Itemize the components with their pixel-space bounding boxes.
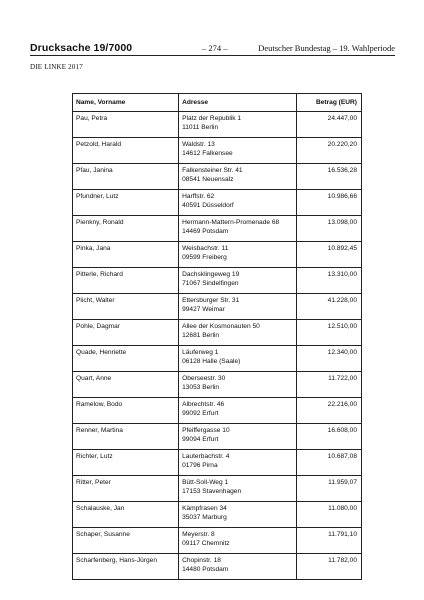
address-street: Pfeiffergasse 10 (182, 427, 230, 434)
donor-name-text: Pienkny, Ronald (76, 219, 124, 226)
address-street: Bütt-Soll-Weg 1 (182, 479, 229, 486)
donor-name-text: Schalauske, Jan (76, 505, 125, 512)
donation-amount: 11.782,00 (297, 554, 362, 580)
address-street: Chopinstr. 18 (182, 557, 221, 564)
address-street: Meyerstr. 8 (182, 531, 215, 538)
donation-amount: 11.080,00 (297, 502, 362, 528)
donor-name (73, 424, 179, 450)
table-row (73, 164, 362, 190)
donor-address (179, 112, 297, 138)
donor-name (73, 138, 179, 164)
donor-name-text: Pinka, Jana (76, 245, 111, 252)
donor-name-text: Pau, Petra (76, 115, 108, 122)
donation-amount: 10.687,08 (297, 450, 362, 476)
donor-name (73, 164, 179, 190)
table-header-row (73, 94, 362, 112)
table-row (73, 528, 362, 554)
address-city: 11011 Berlin (182, 124, 219, 131)
donor-name (73, 502, 179, 528)
donor-name-text: Richter, Lutz (76, 453, 113, 460)
table-row (73, 268, 362, 294)
donor-name-text: Quart, Anne (76, 375, 112, 382)
donor-name (73, 450, 179, 476)
table-row (73, 346, 362, 372)
donor-name-text: Plicht, Walter (76, 297, 115, 304)
table-row (73, 476, 362, 502)
table-row (73, 216, 362, 242)
donation-amount: 16.608,00 (297, 424, 362, 450)
address-city: 99092 Erfurt (182, 410, 219, 417)
address-city: 09117 Chemnitz (182, 540, 230, 547)
address-street: Harffstr. 62 (182, 193, 215, 200)
donor-address (179, 216, 297, 242)
table-row (73, 190, 362, 216)
donation-amount: 13.098,00 (297, 216, 362, 242)
donation-amount: 11.722,00 (297, 372, 362, 398)
donor-address (179, 502, 297, 528)
donor-address (179, 476, 297, 502)
address-city: 14469 Potsdam (182, 228, 229, 235)
donor-address (179, 528, 297, 554)
donor-address (179, 294, 297, 320)
donor-name-text: Renner, Martina (76, 427, 123, 434)
table-row (73, 138, 362, 164)
donor-name (73, 112, 179, 138)
column-header-address: Adresse (179, 94, 297, 112)
address-street: Allee der Kosmonauten 50 (182, 323, 260, 330)
column-header-amount: Betrag (EUR) (297, 94, 362, 112)
donor-address (179, 164, 297, 190)
donor-name (73, 554, 179, 580)
table-row (73, 398, 362, 424)
address-city: 12681 Berlin (182, 332, 220, 339)
donor-name (73, 216, 179, 242)
address-street: Dachsklingeweg 19 (182, 271, 240, 278)
address-street: Weisbachstr. 11 (182, 245, 229, 252)
address-street: Kämpfrasen 34 (182, 505, 227, 512)
address-city: 17153 Stavenhagen (182, 488, 242, 495)
address-city: 14480 Potsdam (182, 566, 229, 573)
address-city: 14612 Falkensee (182, 150, 233, 157)
donor-name (73, 294, 179, 320)
donor-address (179, 554, 297, 580)
donor-address (179, 138, 297, 164)
donation-amount: 12.510,00 (297, 320, 362, 346)
address-street: Platz der Republik 1 (182, 115, 242, 122)
table-row (73, 320, 362, 346)
donor-name-text: Scharfenberg, Hans-Jürgen (76, 557, 158, 564)
document-number-value: 7000 (108, 42, 133, 54)
address-street: Lauterbachstr. 4 (182, 453, 230, 460)
donation-amount: 20.220,20 (297, 138, 362, 164)
address-street: Albrechtstr. 46 (182, 401, 225, 408)
donor-address (179, 372, 297, 398)
table-row (73, 294, 362, 320)
column-header-name: Name, Vorname (73, 94, 179, 112)
address-street: Oberseestr. 30 (182, 375, 226, 382)
donor-address (179, 346, 297, 372)
address-city: 99427 Weimar (182, 306, 225, 313)
address-street: Falkensteiner Str. 41 (182, 167, 243, 174)
donor-name (73, 320, 179, 346)
donor-name-text: Ramelow, Bodo (76, 401, 123, 408)
donor-name-text: Schaper, Susanne (76, 531, 130, 538)
donor-address (179, 190, 297, 216)
donation-amount: 16.536,28 (297, 164, 362, 190)
donation-amount: 12.340,00 (297, 346, 362, 372)
donor-name (73, 476, 179, 502)
donor-name (73, 398, 179, 424)
donor-name-text: Pitterle, Richard (76, 271, 123, 278)
table-row (73, 502, 362, 528)
address-city: 71067 Sindelfingen (182, 280, 239, 287)
donor-address (179, 320, 297, 346)
donor-address (179, 242, 297, 268)
page-number: – 274 – (202, 43, 228, 53)
table-row (73, 424, 362, 450)
address-street: Waldstr. 13 (182, 141, 215, 148)
donor-address (179, 398, 297, 424)
donor-name (73, 242, 179, 268)
table-row (73, 372, 362, 398)
address-city: 01796 Pirna (182, 462, 218, 469)
address-street: Ettersburger Str. 31 (182, 297, 240, 304)
donation-amount: 10.986,66 (297, 190, 362, 216)
table-row (73, 554, 362, 580)
donation-amount: 11.959,07 (297, 476, 362, 502)
donor-name (73, 268, 179, 294)
page-header (30, 42, 395, 54)
donation-amount: 41.228,00 (297, 294, 362, 320)
address-city: 99094 Erfurt (182, 436, 219, 443)
address-city: 40591 Düsseldorf (182, 202, 234, 209)
donor-address (179, 268, 297, 294)
header-rule (30, 55, 395, 56)
donor-name (73, 528, 179, 554)
address-city: 35037 Marburg (182, 514, 227, 521)
donor-address (179, 450, 297, 476)
publisher-label: Deutscher Bundestag – 19. Wahlperiode (258, 43, 395, 53)
address-city: 06128 Halle (Saale) (182, 358, 241, 365)
donor-name-text: Pohle, Dagmar (76, 323, 120, 330)
table-row (73, 450, 362, 476)
donor-name (73, 372, 179, 398)
document-number-prefix: Drucksache 19/ (30, 42, 109, 54)
donation-amount: 10.892,45 (297, 242, 362, 268)
address-city: 08541 Neuensalz (182, 176, 234, 183)
donations-table (72, 93, 362, 580)
donor-name-text: Pfundner, Lutz (76, 193, 119, 200)
address-city: 13053 Berlin (182, 384, 220, 391)
address-city: 09599 Freiberg (182, 254, 227, 261)
donation-amount: 11.791,10 (297, 528, 362, 554)
donor-name-text: Petzold, Harald (76, 141, 122, 148)
donor-name-text: Quade, Henriette (76, 349, 127, 356)
donor-name-text: Ritter, Peter (76, 479, 111, 486)
donation-amount: 13.310,00 (297, 268, 362, 294)
donation-amount: 22.216,00 (297, 398, 362, 424)
donor-name-text: Pfau, Janina (76, 167, 113, 174)
donor-address (179, 424, 297, 450)
donation-amount: 24.447,00 (297, 112, 362, 138)
section-label: DIE LINKE 2017 (30, 63, 83, 71)
table-row (73, 242, 362, 268)
address-street: Hermann-Mattern-Promenade 68 (182, 219, 280, 226)
address-street: Läuferweg 1 (182, 349, 219, 356)
table-row (73, 112, 362, 138)
donor-name (73, 346, 179, 372)
document-number (30, 42, 132, 54)
donor-name (73, 190, 179, 216)
